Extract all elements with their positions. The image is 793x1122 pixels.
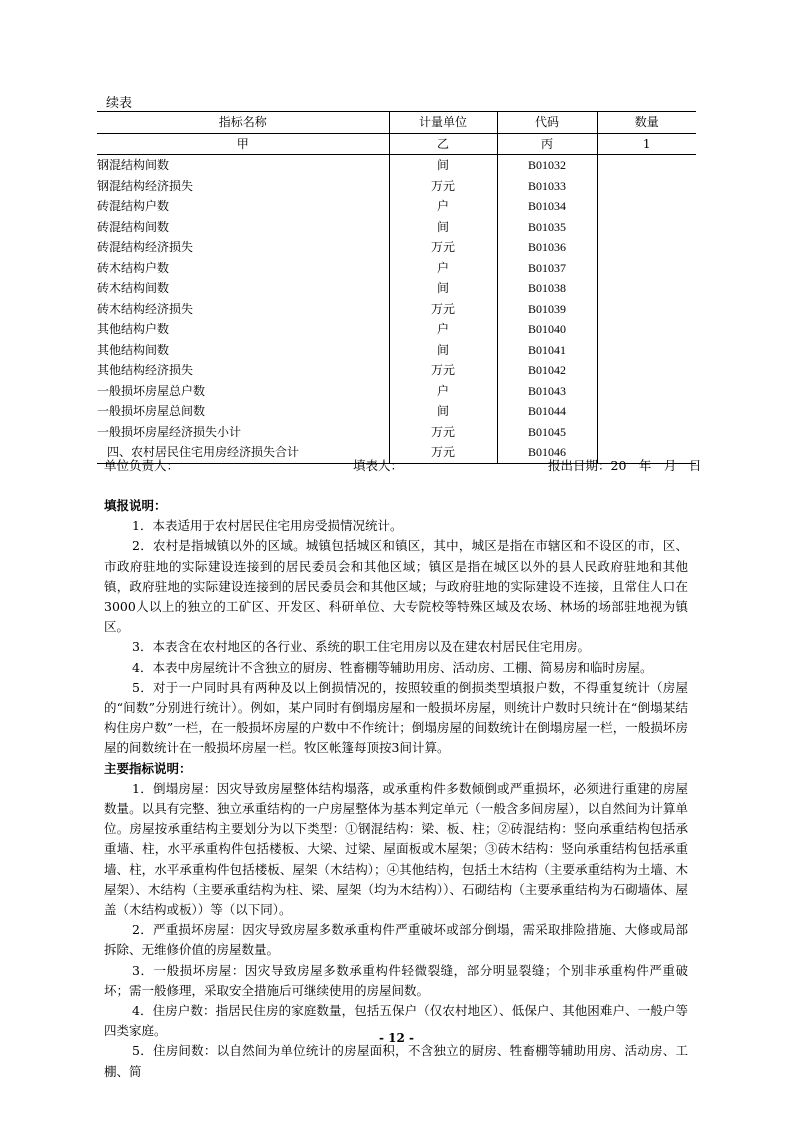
unit-cell: 万元 — [389, 442, 497, 463]
indicator-name: 其他结构经济损失 — [97, 360, 389, 381]
code-cell: B01045 — [497, 422, 597, 443]
quantity-cell — [597, 299, 696, 320]
subheader-quantity: 1 — [597, 133, 696, 155]
quantity-cell — [597, 360, 696, 381]
subheader-code: 丙 — [497, 133, 597, 155]
code-cell: B01040 — [497, 319, 597, 340]
table-row — [97, 360, 696, 381]
code-cell: B01046 — [497, 442, 597, 463]
instruction-paragraph: 3．本表含在农村地区的各行业、系统的职工住宅用房以及在建农村居民住宅用房。 — [132, 639, 590, 655]
unit-cell: 万元 — [389, 176, 497, 197]
quantity-cell — [597, 422, 696, 443]
indicator-name: 砖混结构经济损失 — [97, 237, 389, 258]
table-header-row — [97, 112, 696, 134]
report-date-label: 报出日期：20 年 月 日 — [548, 458, 702, 473]
header-code: 代码 — [497, 112, 597, 134]
indicator-paragraph: 4．住房户数：指居民住房的家庭数量，包括五保户（仅农村地区）、低保户、其他困难户、一般户等四类家庭。 — [104, 1003, 688, 1039]
indicator-name: 其他结构户数 — [97, 319, 389, 340]
code-cell: B01033 — [497, 176, 597, 197]
indicator-paragraph: 3．一般损坏房屋：因灾导致房屋多数承重构件轻微裂缝，部分明显裂缝；个别非承重构件严重破坏；需一般修理，采取安全措施后可继续使用的房屋间数。 — [104, 962, 688, 998]
quantity-cell — [597, 319, 696, 340]
instructions-heading: 填报说明： — [104, 498, 167, 513]
statistics-table — [97, 111, 696, 464]
table-row — [97, 278, 696, 299]
unit-cell: 万元 — [389, 422, 497, 443]
subheader-unit: 乙 — [389, 133, 497, 155]
indicator-name: 砖混结构户数 — [97, 196, 389, 217]
unit-cell: 间 — [389, 217, 497, 238]
quantity-cell — [597, 340, 696, 361]
header-unit: 计量单位 — [389, 112, 497, 134]
quantity-cell — [597, 381, 696, 402]
instruction-paragraph: 2．农村是指城镇以外的区域。城镇包括城区和镇区，其中，城区是指在市辖区和不设区的市，区、市政府驻地的实际建设连接到的居民委员会和其他区域；镇区是指在城区以外的县人民政府驻地和其他镇，政府驻地的实际建设连接到的居民委员会和其他区域；与政府驻地的实际建设不连接，且常住人口在3000人以上的独立的工矿区、开发区、科研单位、大专院校等特殊区域及农场、林场的场部驻地视为镇区。 — [104, 538, 688, 635]
instructions-section — [104, 496, 688, 1082]
table-row — [97, 196, 696, 217]
quantity-cell — [597, 401, 696, 422]
unit-cell: 间 — [389, 340, 497, 361]
quantity-cell — [597, 155, 696, 176]
code-cell: B01034 — [497, 196, 597, 217]
header-name: 指标名称 — [97, 112, 389, 134]
table-row — [97, 155, 696, 176]
code-cell: B01044 — [497, 401, 597, 422]
quantity-cell — [597, 278, 696, 299]
code-cell: B01032 — [497, 155, 597, 176]
table-row — [97, 422, 696, 443]
code-cell: B01041 — [497, 340, 597, 361]
indicator-name: 钢混结构经济损失 — [97, 176, 389, 197]
unit-cell: 户 — [389, 381, 497, 402]
code-cell: B01036 — [497, 237, 597, 258]
indicator-name: 砖木结构间数 — [97, 278, 389, 299]
unit-cell: 间 — [389, 155, 497, 176]
filler-label: 填表人： — [353, 458, 404, 473]
indicator-name: 四、农村居民住宅用房经济损失合计 — [97, 442, 389, 463]
continuation-label: 续表 — [106, 96, 133, 111]
table-row — [97, 237, 696, 258]
quantity-cell — [597, 217, 696, 238]
indicators-heading: 主要指标说明： — [104, 760, 192, 776]
indicator-paragraph: 5．住房间数：以自然间为单位统计的房屋面积，不含独立的厨房、牲畜棚等辅助用房、活动房、工棚、简 — [104, 1043, 688, 1079]
instruction-paragraph: 5．对于一户同时具有两种及以上倒损情况的，按照较重的倒损类型填报户数，不得重复统计（房屋的“间数”分别进行统计）。例如，某户同时有倒塌房屋和一般损坏房屋，则统计户数时只统计在“倒塌某结构住房户数”一栏，在一般损坏房屋的户数中不作统计；倒塌房屋的间数统计在倒塌房屋一栏，一般损坏房屋的间数统计在一般损坏房屋一栏。牧区帐篷每顶按3间计算。 — [104, 679, 688, 756]
responsible-person-label: 单位负责人： — [104, 458, 180, 473]
quantity-cell — [597, 196, 696, 217]
quantity-cell — [597, 176, 696, 197]
code-cell: B01043 — [497, 381, 597, 402]
table-row — [97, 319, 696, 340]
code-cell: B01035 — [497, 217, 597, 238]
table-row — [97, 299, 696, 320]
indicator-name: 一般损坏房屋经济损失小计 — [97, 422, 389, 443]
indicator-paragraph: 2．严重损坏房屋：因灾导致房屋多数承重构件严重破坏或部分倒塌，需采取排险措施、大修或局部拆除、无维修价值的房屋数量。 — [104, 922, 688, 958]
unit-cell: 户 — [389, 258, 497, 279]
table-row — [97, 381, 696, 402]
code-cell: B01042 — [497, 360, 597, 381]
unit-cell: 户 — [389, 319, 497, 340]
unit-cell: 间 — [389, 401, 497, 422]
code-cell: B01037 — [497, 258, 597, 279]
quantity-cell — [597, 237, 696, 258]
unit-cell: 万元 — [389, 360, 497, 381]
unit-cell: 户 — [389, 196, 497, 217]
table-row — [97, 176, 696, 197]
table-row — [97, 258, 696, 279]
instruction-paragraph: 1．本表适用于农村居民住宅用房受损情况统计。 — [132, 518, 403, 534]
instruction-paragraph: 4．本表中房屋统计不含独立的厨房、牲畜棚等辅助用房、活动房、工棚、简易房和临时房屋。 — [132, 659, 653, 675]
indicator-paragraph: 1．倒塌房屋：因灾导致房屋整体结构塌落，或承重构件多数倾倒或严重损坏，必须进行重建的房屋数量。以具有完整、独立承重结构的一户房屋整体为基本判定单元（一般含多间房屋），以自然间为计算单位。房屋按承重结构主要划分为以下类型：①钢混结构：梁、板、柱；②砖混结构：竖向承重结构包括承重墙、柱，水平承重构件包括楼板、大梁、过梁、屋面板或木屋架；③砖木结构：竖向承重结构包括承重墙、柱，水平承重构件包括楼板、屋架（木结构）；④其他结构，包括土木结构（主要承重结构为土墙、木屋架）、木结构（主要承重结构为柱、梁、屋架（均为木结构））、石砌结构（主要承重结构为石砌墙体、屋盖（木结构或板））等（以下同）。 — [104, 780, 688, 918]
unit-cell: 间 — [389, 278, 497, 299]
indicator-name: 砖木结构经济损失 — [97, 299, 389, 320]
indicator-name: 砖混结构间数 — [97, 217, 389, 238]
indicator-name: 一般损坏房屋总间数 — [97, 401, 389, 422]
indicator-name: 钢混结构间数 — [97, 155, 389, 176]
table-row — [97, 340, 696, 361]
code-cell: B01038 — [497, 278, 597, 299]
subheader-name: 甲 — [97, 133, 389, 155]
indicator-name: 一般损坏房屋总户数 — [97, 381, 389, 402]
table-row — [97, 401, 696, 422]
unit-cell: 万元 — [389, 237, 497, 258]
unit-cell: 万元 — [389, 299, 497, 320]
page-number: - 12 - — [378, 1031, 414, 1045]
table-subheader-row — [97, 133, 696, 155]
code-cell: B01039 — [497, 299, 597, 320]
indicator-name: 砖木结构户数 — [97, 258, 389, 279]
table-row — [97, 217, 696, 238]
indicator-name: 其他结构间数 — [97, 340, 389, 361]
quantity-cell — [597, 258, 696, 279]
header-quantity: 数量 — [597, 112, 696, 134]
